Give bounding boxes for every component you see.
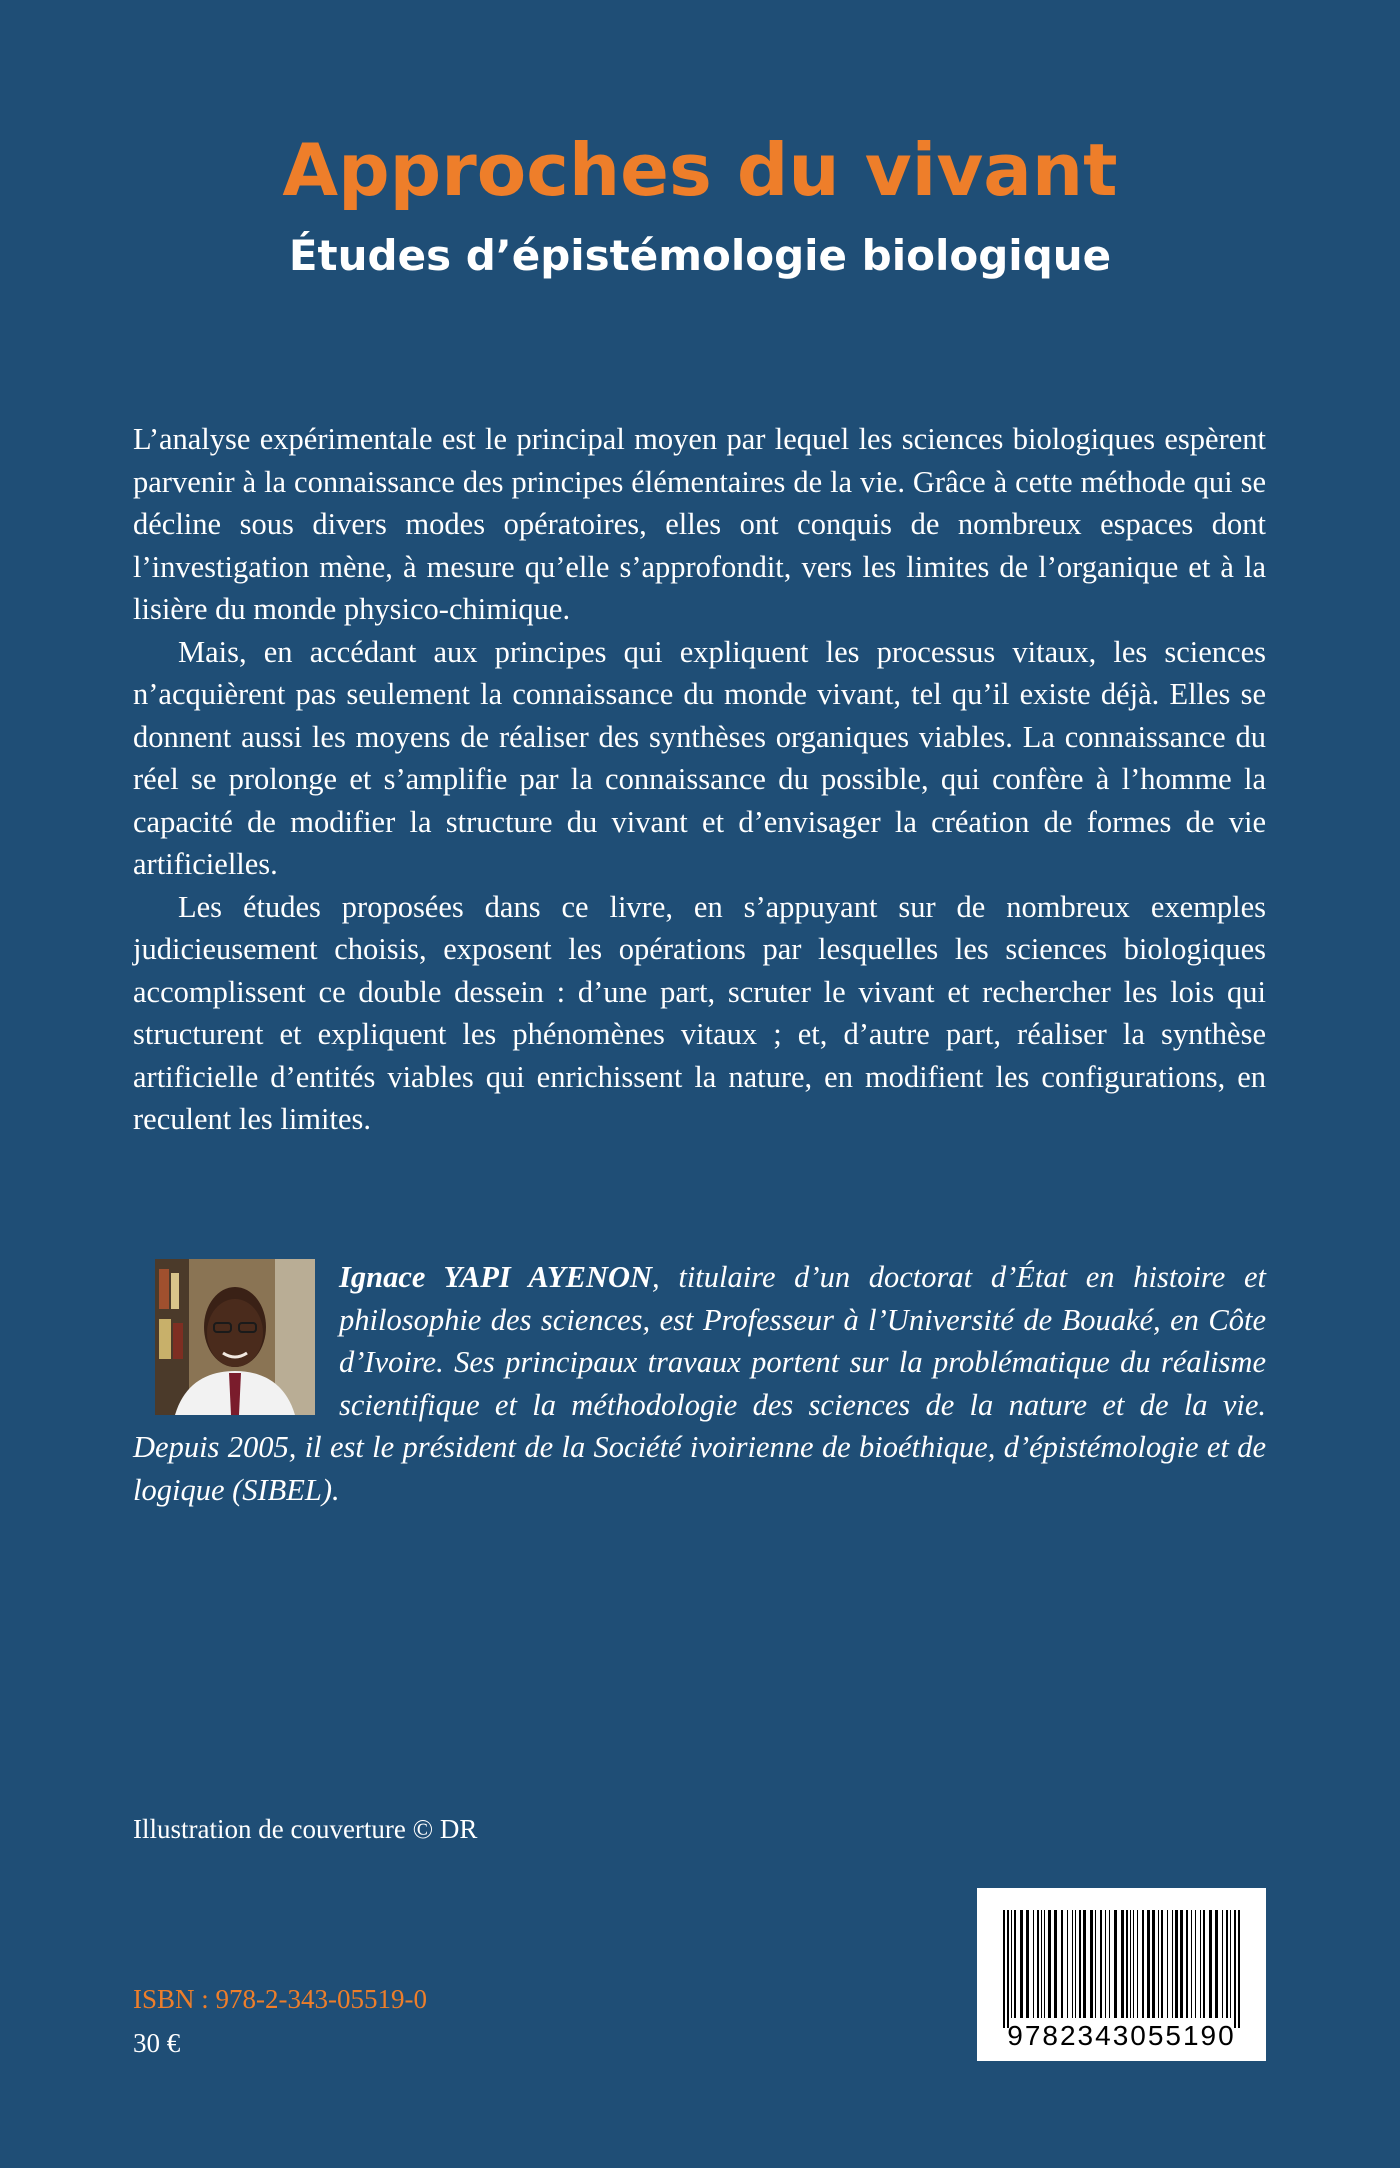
barcode-bar	[1195, 1910, 1196, 2018]
barcode-bar	[1079, 1910, 1081, 2018]
barcode-bar	[1003, 1910, 1005, 2028]
blurb-paragraph: Mais, en accédant aux principes qui expliquent les processus vitaux, les sciences n’acquièrent pas seulement la connaissance du monde vivant, tel qu’il existe déjà. Elles se donnent aussi les moyens de réaliser des synthèses organiques viables. La connaissance du réel se prolonge et s’amplifie par la connaissance du possible, qui confère à l’homme la capacité de modifier la structure du vivant et d’envisager la création de formes de vie artificielles.	[133, 634, 1266, 881]
barcode-bar	[1172, 1910, 1173, 2018]
barcode-bar	[1147, 1910, 1150, 2018]
barcode-bar	[1054, 1910, 1057, 2018]
barcode-bar	[1090, 1910, 1093, 2018]
barcode-bar	[1033, 1910, 1034, 2018]
barcode-bar	[1200, 1910, 1201, 2018]
barcode-bar	[1133, 1910, 1134, 2018]
barcode-bar	[1137, 1910, 1138, 2018]
barcode-bar	[1109, 1910, 1110, 2018]
barcode-bar	[1130, 1910, 1131, 2018]
barcode-bar	[1186, 1910, 1188, 2018]
barcode-bar	[1105, 1910, 1106, 2018]
barcode-bar	[1209, 1910, 1212, 2018]
barcode-bar	[1075, 1910, 1076, 2018]
barcode-bar	[1037, 1910, 1039, 2018]
cover-credit: Illustration de couverture © DR	[133, 1814, 478, 1844]
barcode-bar	[1234, 1910, 1236, 2028]
author-bio	[133, 1256, 1266, 1511]
blurb-paragraph: L’analyse expérimentale est le principal moyen par lequel les sciences biologiques espèrent parvenir à la connaissance des principes élémentaires de la vie. Grâce à cette méthode qui se décline sous divers modes opératoires, elles ont conquis de nombreux espaces dont l’investigation mène, à mesure qu’elle s’approfondit, vers les limites de l’organique et à la lisière du monde physico-chimique.	[133, 422, 1266, 626]
barcode-bar	[1067, 1910, 1068, 2018]
author-name: Ignace YAPI AYENON	[339, 1260, 653, 1294]
barcode-bar	[1020, 1910, 1023, 2018]
barcode-bar	[1126, 1910, 1128, 2018]
barcode-bar	[1191, 1910, 1192, 2018]
barcode-bar	[1007, 1910, 1009, 2028]
barcode-bar	[1158, 1910, 1159, 2018]
barcode-digits: 9782343055190	[1007, 2020, 1236, 2051]
barcode-bar	[1044, 1910, 1045, 2018]
barcode-bar	[1175, 1910, 1178, 2018]
barcode-bar	[1121, 1910, 1124, 2018]
author-portrait-image	[155, 1259, 315, 1415]
barcode-bar	[1222, 1910, 1223, 2018]
barcode-bar	[1167, 1910, 1168, 2018]
barcode-bar	[1203, 1910, 1205, 2018]
book-title: Approches du vivant	[282, 128, 1118, 212]
blurb	[133, 418, 1266, 1141]
barcode-bar	[1026, 1910, 1029, 2018]
blurb-paragraph: Les études proposées dans ce livre, en s’appuyant sur de nombreux exemples judicieusement choisis, exposent les opérations par lesquelles les sciences biologiques accomplissent ce double dessein : d’une part, scruter le vivant et rechercher les lois qui structurent et expliquent les phénomènes vitaux ; et, d’autre part, réaliser la synthèse artificielle d’entités viables qui enrichissent la nature, en modifient les configurations, en reculent les limites.	[133, 889, 1266, 1136]
barcode-bar	[1041, 1910, 1042, 2018]
price: 30 €	[133, 2028, 181, 2058]
book-subtitle: Études d’épistémologie biologique	[288, 231, 1112, 280]
barcode-bar	[1014, 1910, 1016, 2018]
isbn: ISBN : 978-2-343-05519-0	[133, 1984, 427, 2014]
author-photo	[155, 1259, 315, 1415]
author-bio-text: , titulaire d’un doctorat d’État en histoire et philosophie des sciences, est Professeur à l’Université de Bouaké, en Côte d’Ivoire. Ses principaux travaux portent sur la problématique du réalisme scientifique et la méthodologie des sciences de la nature et de la vie. Depuis 2005, il est le président de la Société ivoirienne de bioéthique, d’épistémologie et de logique (SIBEL).	[133, 1260, 1266, 1507]
barcode-bar	[1072, 1910, 1073, 2018]
barcode	[977, 1888, 1266, 2061]
barcode-bar	[1215, 1910, 1218, 2018]
barcode-bar	[1011, 1910, 1012, 2018]
barcode-bar	[1238, 1910, 1240, 2028]
barcode-bar	[1083, 1910, 1086, 2018]
barcode-bar	[1226, 1910, 1228, 2018]
barcode-bar	[1100, 1910, 1102, 2018]
barcode-bar	[1230, 1910, 1231, 2018]
barcode-bar	[1142, 1910, 1144, 2018]
barcode-bar	[1114, 1910, 1117, 2018]
barcode-bar	[1161, 1910, 1163, 2018]
barcode-bar	[1048, 1910, 1051, 2018]
barcode-bar	[1061, 1910, 1063, 2018]
barcode-bar	[1095, 1910, 1096, 2018]
barcode-bar	[1152, 1910, 1155, 2018]
barcode-bar	[1180, 1910, 1183, 2018]
